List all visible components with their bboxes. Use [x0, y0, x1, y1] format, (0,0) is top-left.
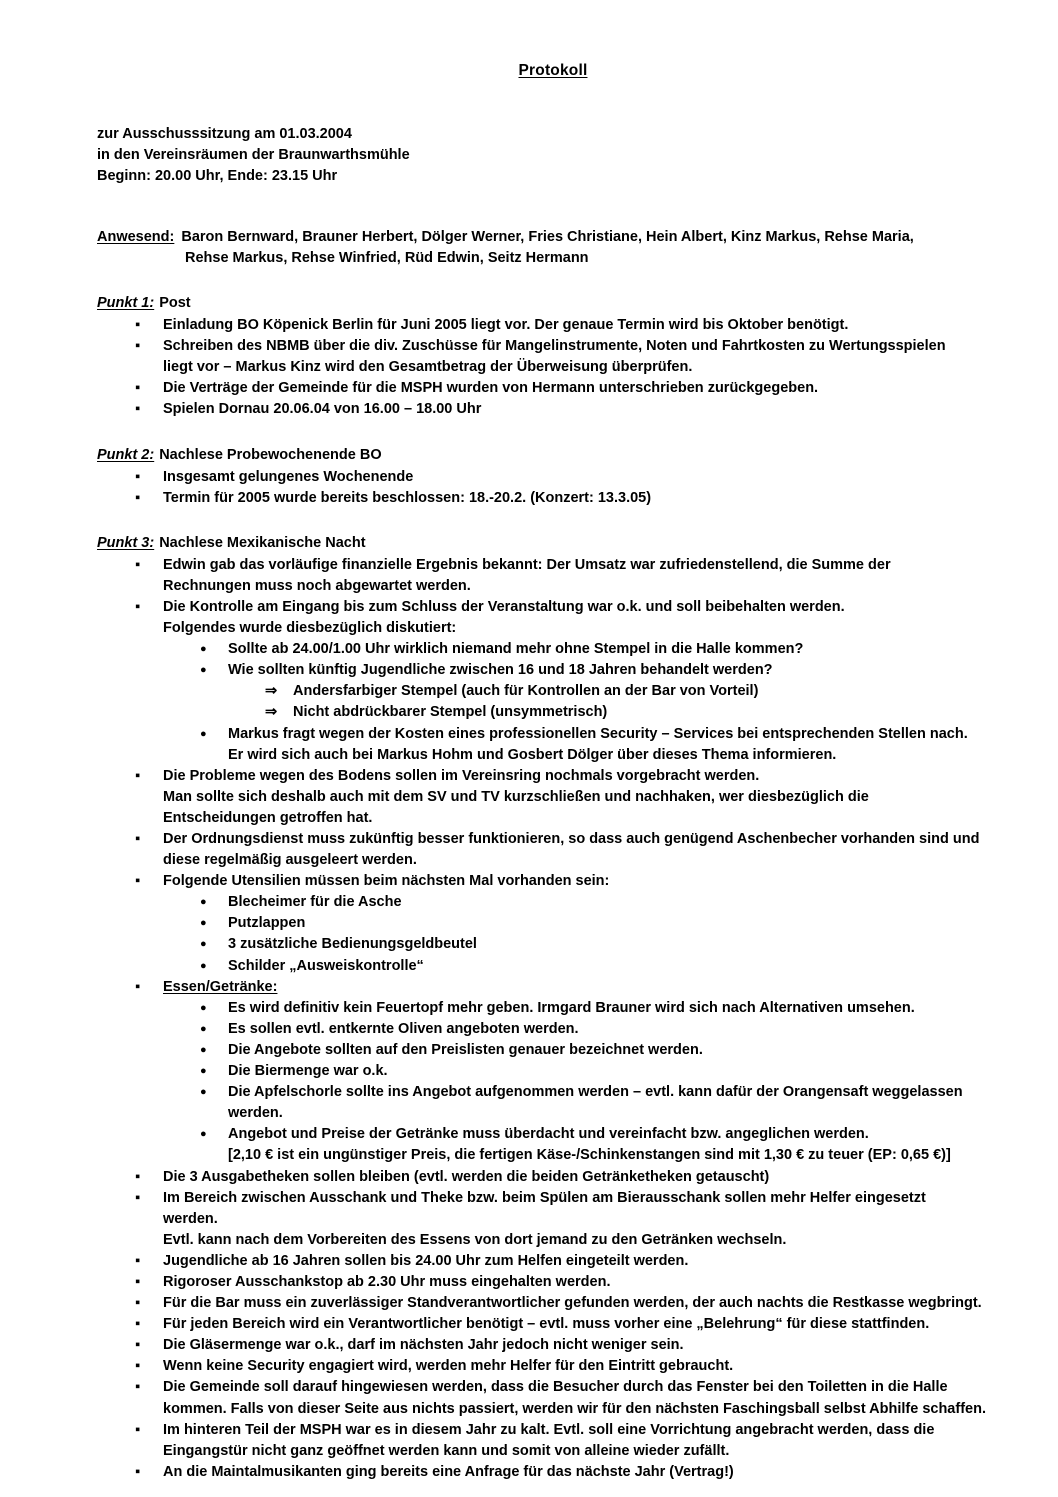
bullet-marker-level-1-icon: ▪ — [135, 1273, 141, 1290]
list-item — [97, 1040, 1009, 1061]
list-item — [97, 1272, 1009, 1293]
list-item — [97, 1377, 1009, 1419]
page-title-text: Protokoll — [518, 62, 588, 79]
list-item — [97, 1019, 1009, 1040]
list-item-line: liegt vor – Markus Kinz wird den Gesamtbetrag der Überweisung überprüfen. — [163, 359, 693, 376]
list-item — [97, 766, 1009, 829]
bullet-marker-level-2-icon: ● — [200, 938, 207, 951]
list-item — [97, 1314, 1009, 1335]
nested-list-wrapper — [97, 892, 1009, 976]
bullet-marker-level-2-icon: ● — [200, 1065, 207, 1078]
bullet-marker-level-1-icon: ▪ — [135, 767, 141, 784]
list-item-line: Evtl. kann nach dem Vorbereiten des Essens von dort jemand zu den Getränken wechseln. — [163, 1231, 787, 1248]
list-item — [97, 724, 1009, 766]
bullet-marker-level-2-icon: ● — [200, 896, 207, 909]
nested-list-wrapper — [97, 639, 1009, 766]
list-item — [97, 1335, 1009, 1356]
bullet-marker-level-1-icon: ▪ — [135, 380, 141, 397]
list-item-line: Er wird sich auch bei Markus Hohm und Gosbert Dölger über dieses Thema informieren. — [228, 746, 837, 763]
bullet-marker-level-2-icon: ● — [200, 643, 207, 656]
list-item-line: Putzlappen — [228, 915, 306, 932]
list-item-line: Blecheimer für die Asche — [228, 894, 402, 911]
list-item-line: Die Apfelschorle sollte ins Angebot aufgenommen werden – evtl. kann dafür der Orangensaft weggelassen — [228, 1084, 963, 1101]
list-item-line: kommen. Falls von dieser Seite aus nichts passiert, werden wir für den nächsten Faschingsball selbst Abhilfe schaffen. — [163, 1400, 986, 1417]
list-item — [97, 871, 1009, 892]
list-item-line: Folgende Utensilien müssen beim nächsten Mal vorhanden sein: — [163, 873, 610, 890]
list-item-line: Die Verträge der Gemeinde für die MSPH wurden von Hermann unterschrieben zurückgegeben. — [163, 380, 819, 397]
bullet-marker-level-1-icon: ▪ — [135, 1337, 141, 1354]
bullet-marker-level-1-icon: ▪ — [135, 468, 141, 485]
list-item — [97, 1167, 1009, 1188]
list-item — [97, 639, 1009, 660]
section-number: Punkt 1: — [97, 295, 155, 312]
list-item — [97, 399, 1009, 420]
bullet-marker-level-1-icon: ▪ — [135, 1379, 141, 1396]
meeting-meta-line: in den Vereinsräumen der Braunwarthsmühle — [97, 147, 410, 164]
list-item-line: Die Gemeinde soll darauf hingewiesen werden, dass die Besucher durch das Fenster bei den Toiletten in die Halle — [163, 1379, 948, 1396]
bullet-list-level-2 — [97, 998, 1009, 1167]
nested-list-wrapper — [97, 998, 1009, 1167]
section-number: Punkt 3: — [97, 534, 155, 551]
list-item-line: Man sollte sich deshalb auch mit dem SV und TV kurzschließen und nachhaken, wer diesbezüglich die — [163, 788, 869, 805]
bullet-marker-level-1-icon: ▪ — [135, 556, 141, 573]
bullet-marker-level-2-icon: ● — [200, 959, 207, 972]
section-heading — [97, 445, 1009, 466]
list-item-line: Die Angebote sollten auf den Preislisten genauer bezeichnet werden. — [228, 1041, 703, 1058]
bullet-marker-level-1-icon: ▪ — [135, 831, 141, 847]
list-item-line: Für die Bar muss ein zuverlässiger Standverantwortlicher gefunden werden, der auch nachts die Restkasse wegbringt. — [163, 1295, 982, 1312]
list-item — [97, 1462, 1009, 1483]
document-section — [97, 445, 1009, 509]
bullet-marker-level-1-icon: ▪ — [135, 1421, 141, 1438]
section-heading — [97, 533, 1009, 554]
bullet-marker-level-1-icon: ▪ — [135, 598, 141, 615]
bullet-marker-level-2-icon: ● — [200, 1086, 207, 1099]
list-item-line: Wenn keine Security engagiert wird, werden mehr Helfer für den Eintritt gebraucht. — [163, 1358, 734, 1375]
bullet-marker-level-1-icon: ▪ — [135, 1168, 141, 1185]
document-section — [97, 533, 1009, 1483]
list-item-line: An die Maintalmusikanten ging bereits eine Anfrage für das nächste Jahr (Vertrag!) — [163, 1463, 734, 1480]
list-item-line: Eingangstür nicht ganz geöffnet werden kann und somit von alleine wieder zufällt. — [163, 1442, 730, 1459]
document-section — [97, 293, 1009, 420]
list-item-line: Markus fragt wegen der Kosten eines professionellen Security – Services bei entsprechenden Stellen nach. — [228, 725, 968, 742]
bullet-marker-level-1-icon: ▪ — [135, 873, 141, 890]
list-item-line: Sollte ab 24.00/1.00 Uhr wirklich niemand mehr ohne Stempel in die Halle kommen? — [228, 641, 804, 658]
list-item — [97, 315, 1009, 336]
list-item — [97, 1293, 1009, 1314]
list-item-line: Es wird definitiv kein Feuertopf mehr geben. Irmgard Brauner wird sich nach Alternativen umsehen. — [228, 999, 915, 1016]
list-item-line: Einladung BO Köpenick Berlin für Juni 2005 liegt vor. Der genaue Termin wird bis Oktober benötigt. — [163, 317, 849, 334]
bullet-marker-level-1-icon: ▪ — [135, 317, 141, 334]
nested-list-wrapper — [97, 681, 1009, 723]
list-item-line: Edwin gab das vorläufige finanzielle Ergebnis bekannt: Der Umsatz war zufriedenstellend, die Summe der — [163, 556, 891, 573]
bullet-list-level-2 — [97, 892, 1009, 976]
bullet-marker-level-1-icon: ▪ — [135, 1295, 141, 1312]
list-item-line: Die Kontrolle am Eingang bis zum Schluss der Veranstaltung war o.k. und soll beibehalten werden. — [163, 598, 845, 615]
list-item — [97, 488, 1009, 509]
bullet-list-level-3 — [97, 681, 1009, 723]
list-item-line: 3 zusätzliche Bedienungsgeldbeutel — [228, 936, 477, 953]
list-item-line: Essen/Getränke: — [163, 978, 278, 995]
list-item — [97, 1251, 1009, 1272]
bullet-marker-level-1-icon: ▪ — [135, 1358, 141, 1375]
list-item-line: Die 3 Ausgabetheken sollen bleiben (evtl. werden die beiden Getränketheken getauscht) — [163, 1168, 770, 1185]
bullet-marker-level-1-icon: ▪ — [135, 1316, 141, 1333]
list-item-line: werden. — [163, 1210, 218, 1227]
bullet-marker-level-2-icon: ● — [200, 1043, 207, 1056]
bullet-marker-level-1-icon: ▪ — [135, 401, 141, 418]
list-item — [97, 892, 1009, 913]
list-item-line: Jugendliche ab 16 Jahren sollen bis 24.00 Uhr zum Helfen eingeteilt werden. — [163, 1252, 689, 1269]
list-item-line: Termin für 2005 wurde bereits beschlossen: 18.-20.2. (Konzert: 13.3.05) — [163, 489, 652, 506]
list-item-line: Schilder „Ausweiskontrolle“ — [228, 957, 424, 974]
list-item-line: diese regelmäßig ausgeleert werden. — [163, 852, 417, 869]
list-item — [97, 1188, 1009, 1251]
bullet-marker-level-3-icon: ⇒ — [265, 683, 278, 700]
attendees-block — [97, 227, 1009, 269]
list-item — [97, 1356, 1009, 1377]
list-item-line: Insgesamt gelungenes Wochenende — [163, 468, 414, 485]
bullet-marker-level-2-icon: ● — [200, 917, 207, 930]
bullet-marker-level-2-icon: ● — [200, 727, 207, 740]
bullet-list-level-1 — [97, 555, 1009, 1483]
section-title: Nachlese Mexikanische Nacht — [159, 534, 366, 551]
list-item — [97, 660, 1009, 681]
bullet-marker-level-1-icon: ▪ — [135, 1189, 141, 1206]
list-item — [97, 702, 1009, 723]
bullet-marker-level-1-icon: ▪ — [135, 978, 141, 995]
bullet-list-level-1 — [97, 467, 1009, 509]
list-item-line: Schreiben des NBMB über die div. Zuschüsse für Mangelinstrumente, Noten und Fahrtkosten zu Wertungsspielen — [163, 338, 946, 355]
list-item — [97, 336, 1009, 378]
list-item — [97, 998, 1009, 1019]
list-item — [97, 956, 1009, 977]
list-item-line: [2,10 € ist ein ungünstiger Preis, die fertigen Käse-/Schinkenstangen sind mit 1,30 € zu teuer (EP: 0,65 €)] — [228, 1147, 951, 1164]
list-item — [97, 977, 1009, 998]
list-item-line: Rechnungen muss noch abgewartet werden. — [163, 577, 471, 594]
section-number: Punkt 2: — [97, 446, 155, 463]
list-item — [97, 1420, 1009, 1462]
bullet-marker-level-2-icon: ● — [200, 1128, 207, 1141]
list-item-line: Folgendes wurde diesbezüglich diskutiert: — [163, 620, 457, 637]
sections-container — [97, 293, 1009, 1483]
list-item — [97, 913, 1009, 934]
list-item — [97, 597, 1009, 639]
bullet-marker-level-2-icon: ● — [200, 1001, 207, 1014]
list-item-line: Angebot und Preise der Getränke muss überdacht und vereinfacht bzw. angeglichen werden. — [228, 1126, 869, 1143]
list-item-line: Der Ordnungsdienst muss zukünftig besser funktionieren, so dass auch genügend Aschenbecher vorhanden sind und — [163, 831, 980, 847]
list-item — [97, 1061, 1009, 1082]
list-item — [97, 829, 1009, 871]
meeting-meta-line: Beginn: 20.00 Uhr, Ende: 23.15 Uhr — [97, 168, 338, 185]
list-item-line: Für jeden Bereich wird ein Verantwortlicher benötigt – evtl. muss vorher eine „Belehrung“ für diese stattfinden. — [163, 1316, 930, 1333]
list-item — [97, 681, 1009, 702]
list-item-line: Andersfarbiger Stempel (auch für Kontrollen an der Bar von Vorteil) — [293, 683, 759, 700]
list-item-line: Es sollen evtl. entkernte Oliven angeboten werden. — [228, 1020, 579, 1037]
page-title — [97, 0, 1009, 80]
list-item — [97, 555, 1009, 597]
bullet-marker-level-2-icon: ● — [200, 664, 207, 677]
section-heading — [97, 293, 1009, 314]
bullet-list-level-2 — [97, 639, 1009, 766]
bullet-marker-level-1-icon: ▪ — [135, 489, 141, 506]
list-item-line: Nicht abdrückbarer Stempel (unsymmetrisch) — [293, 704, 608, 721]
list-item — [97, 1082, 1009, 1124]
list-item — [97, 467, 1009, 488]
bullet-marker-level-3-icon: ⇒ — [265, 704, 278, 721]
list-item — [97, 378, 1009, 399]
list-item-line: Entscheidungen getroffen hat. — [163, 809, 373, 826]
list-item — [97, 934, 1009, 955]
section-title: Nachlese Probewochenende BO — [159, 446, 382, 463]
section-title: Post — [159, 295, 191, 312]
list-item-line: Die Probleme wegen des Bodens sollen im Vereinsring nochmals vorgebracht werden. — [163, 767, 760, 784]
bullet-marker-level-1-icon: ▪ — [135, 1252, 141, 1269]
list-item-line: Im Bereich zwischen Ausschank und Theke bzw. beim Spülen am Bierausschank sollen mehr Helfer eingesetzt — [163, 1189, 926, 1206]
document-content — [97, 0, 1009, 1483]
list-item-line: Rigoroser Ausschankstop ab 2.30 Uhr muss eingehalten werden. — [163, 1273, 611, 1290]
list-item-line: werden. — [228, 1105, 283, 1122]
bullet-marker-level-1-icon: ▪ — [135, 1463, 141, 1480]
list-item-line: Die Gläsermenge war o.k., darf im nächsten Jahr jedoch nicht weniger sein. — [163, 1337, 684, 1354]
bullet-marker-level-1-icon: ▪ — [135, 338, 141, 355]
list-item-line: Im hinteren Teil der MSPH war es in diesem Jahr zu kalt. Evtl. soll eine Vorrichtung angebracht werden, dass die — [163, 1421, 935, 1438]
bullet-marker-level-2-icon: ● — [200, 1022, 207, 1035]
list-item-line: Wie sollten künftig Jugendliche zwischen 16 und 18 Jahren behandelt werden? — [228, 662, 773, 679]
meeting-meta — [97, 124, 1009, 187]
attendees-label: Anwesend: — [97, 229, 175, 246]
attendees-line-1: Baron Bernward, Brauner Herbert, Dölger Werner, Fries Christiane, Hein Albert, Kinz Markus, Rehse Maria, — [181, 229, 914, 246]
list-item-line: Die Biermenge war o.k. — [228, 1063, 388, 1080]
attendees-line-2: Rehse Markus, Rehse Winfried, Rüd Edwin, Seitz Hermann — [185, 250, 589, 267]
list-item — [97, 1124, 1009, 1166]
list-item-line: Spielen Dornau 20.06.04 von 16.00 – 18.00 Uhr — [163, 401, 482, 418]
meeting-meta-line: zur Ausschusssitzung am 01.03.2004 — [97, 126, 352, 142]
bullet-list-level-1 — [97, 315, 1009, 420]
